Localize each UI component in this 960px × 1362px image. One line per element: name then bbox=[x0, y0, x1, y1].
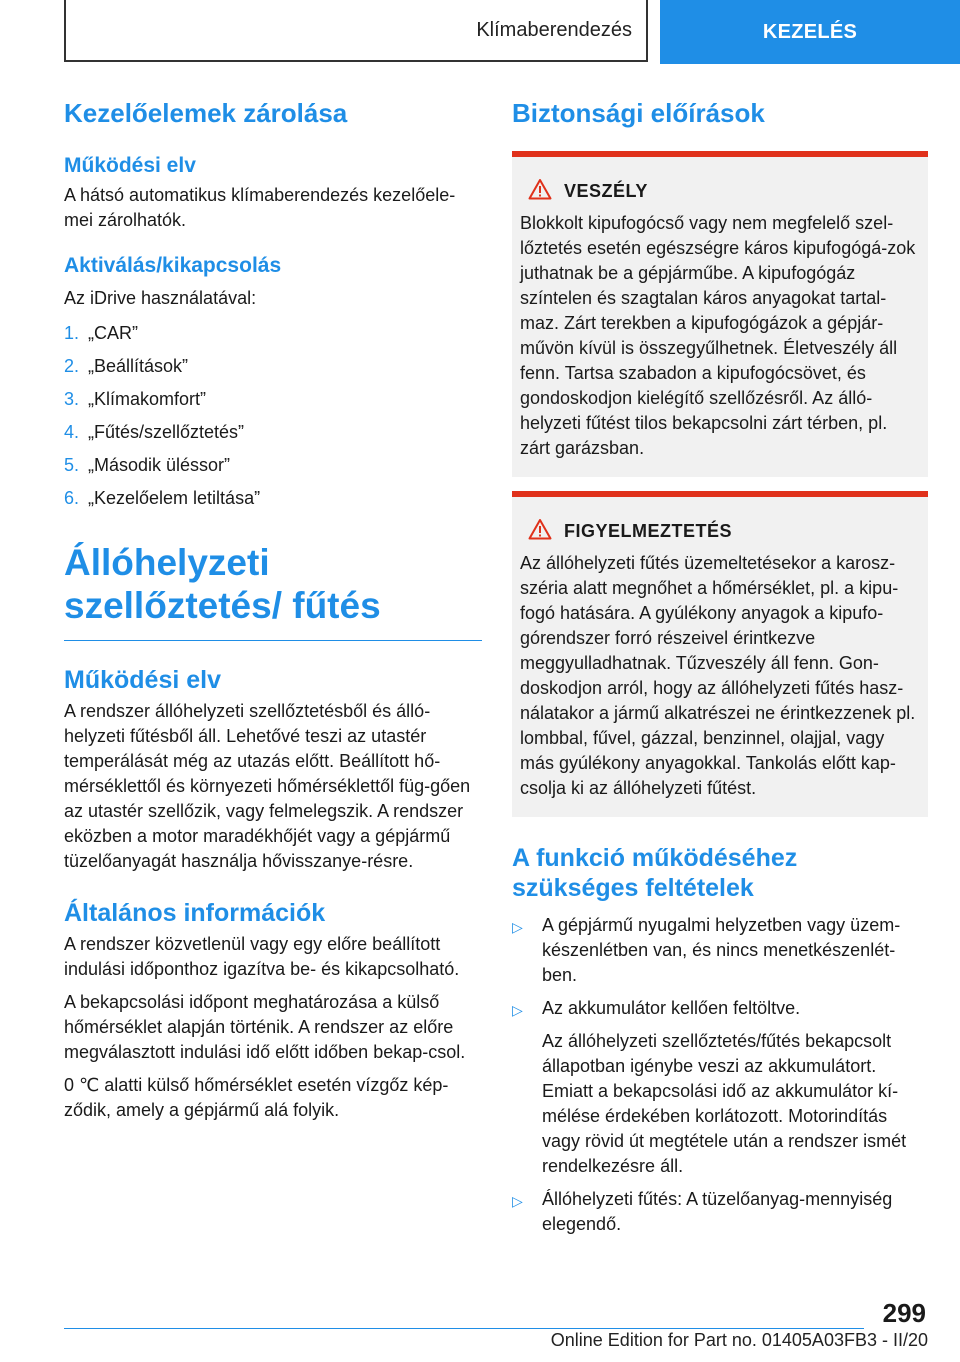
left-column bbox=[64, 98, 482, 1123]
chapter-heading-parking-ventilation: Állóhelyzeti szellőztetés/ fűtés bbox=[64, 541, 381, 627]
warning-triangle-icon bbox=[528, 178, 552, 205]
subheading-activation: Aktiválás/kikapcsolás bbox=[64, 254, 282, 278]
list-item: 4. „Fűtés/szellőztetés” bbox=[64, 421, 245, 442]
principle2-text: A rendszer állóhelyzeti szellőztetésből és álló-helyzeti fűtésből áll. Lehetővé teszi az utastér temperálását még az utazás előtt. Beállított hő-mérséklettől és környezeti hőmérséklettől füg-gően az utastér szellőzik, vagy felmelegszik. A rendszer eközben a motor maradékhőjét vagy a gépjármű tüzelőanyagát használja hővisszanye-résre. bbox=[64, 701, 471, 871]
warning-box bbox=[512, 491, 928, 817]
subheading-general-info: Általános információk bbox=[64, 899, 326, 927]
list-item: 6. „Kezelőelem letiltása” bbox=[64, 487, 261, 508]
list-item: 1. „CAR” bbox=[64, 322, 138, 343]
warning-triangle-icon bbox=[528, 518, 552, 545]
footer-divider bbox=[64, 1328, 864, 1329]
list-item-note: Az állóhelyzeti szellőztetés/fűtés bekapcsolt állapotban igénybe veszi az akkumulátort. Emiatt a bekapcsolási idő az akkumulátor kí-mélése érdekében korlátozott. Motorindítás vagy rövid út megtétele után a rendszer ismét rendelkezésre áll. bbox=[542, 1031, 907, 1177]
subheading-requirements: A funkció működéséhez szükséges feltételek bbox=[512, 844, 798, 903]
right-column bbox=[512, 98, 928, 1237]
general-paragraph-2: A bekapcsolási időpont meghatározása a külső hőmérséklet alapján történik. A rendszer az előre megválasztott indulási idő előtt időben bekap-csol. bbox=[64, 992, 466, 1062]
bullet-triangle-icon: ▷ bbox=[512, 1002, 523, 1019]
section-title-safety: Biztonsági előírások bbox=[512, 98, 765, 128]
danger-box bbox=[512, 151, 928, 477]
general-paragraph-1: A rendszer közvetlenül vagy egy előre beállított indulási időponthoz igazítva be- és kikapcsolható. bbox=[64, 934, 460, 979]
bullet-triangle-icon: ▷ bbox=[512, 919, 523, 936]
heading-divider bbox=[64, 640, 482, 641]
list-item: 5. „Második üléssor” bbox=[64, 454, 231, 475]
idrive-steps-list bbox=[64, 321, 482, 519]
list-item: ▷ A gépjármű nyugalmi helyzetben vagy üzem-készenlétben van, és nincs menetkészenlét-ben. bbox=[512, 913, 928, 988]
subheading-principle: Működési elv bbox=[64, 154, 196, 178]
list-item: 2. „Beállítások” bbox=[64, 355, 189, 376]
principle-text: A hátsó automatikus klímaberendezés kezelőele-mei zárolhatók. bbox=[64, 185, 456, 231]
page-number: 299 bbox=[882, 1298, 926, 1328]
bullet-triangle-icon: ▷ bbox=[512, 1193, 523, 1210]
subheading-principle-2: Működési elv bbox=[64, 666, 221, 694]
general-paragraph-3: 0 ℃ alatti külső hőmérséklet esetén vízgőz kép-ződik, amely a gépjármű alá folyik. bbox=[64, 1075, 449, 1120]
section-title-control-lock: Kezelőelemek zárolása bbox=[64, 98, 348, 128]
danger-label: VESZÉLY bbox=[564, 180, 648, 201]
header-section-title: Klímaberendezés bbox=[64, 0, 648, 62]
header-chapter-tab[interactable]: KEZELÉS bbox=[660, 0, 960, 64]
list-item: ▷ Az akkumulátor kellően feltöltve. bbox=[512, 996, 928, 1023]
warning-text: Az állóhelyzeti fűtés üzemeltetésekor a karosz-széria alatt megnőhet a hőmérséklet, pl. a kipu-fogó hatására. A gyúlékony anyagok a kipufo-górendszer forró részeivel érintkezve meggyulladhatnak. Tűzveszély áll fenn. Gon-doskodjon arról, hogy az állóhelyzeti fűtés hasz-nálatakor a jármű alkatrészei ne érintkezzenek pl. lombbal, fűvel, gázzal, benzinnel, olajjal, vagy más gyúlékony anyagokkal. Tankolás előtt kap-csolja ki az állóhelyzeti fűtést. bbox=[520, 553, 916, 799]
activation-intro: Az iDrive használatával: bbox=[64, 287, 257, 308]
warning-label: FIGYELMEZTETÉS bbox=[564, 520, 733, 541]
list-item: ▷ Állóhelyzeti fűtés: A tüzelőanyag-mennyiség elegendő. bbox=[512, 1187, 928, 1237]
footer-edition: Online Edition for Part no. 01405A03FB3 - II/20 bbox=[550, 1330, 928, 1350]
danger-text: Blokkolt kipufogócső vagy nem megfelelő szel-lőztetés esetén egészségre káros kipufogógá-zok juthatnak be a gépjárműbe. A kipufogógáz színtelen és szagtalan káros anyagokat tartal-maz. Zárt terekben a kipufogógázok a gépjár-művön kívül is összegyűlhetnek. Életveszély áll fenn. Tartsa szabadon a kipufogócsövet, és gondoskodjon kielégítő szellőzésről. Az álló-helyzeti fűtést tilos bekapcsolni zárt térben, pl. zárt garázsban. bbox=[520, 213, 916, 459]
list-item: 3. „Klímakomfort” bbox=[64, 388, 207, 409]
